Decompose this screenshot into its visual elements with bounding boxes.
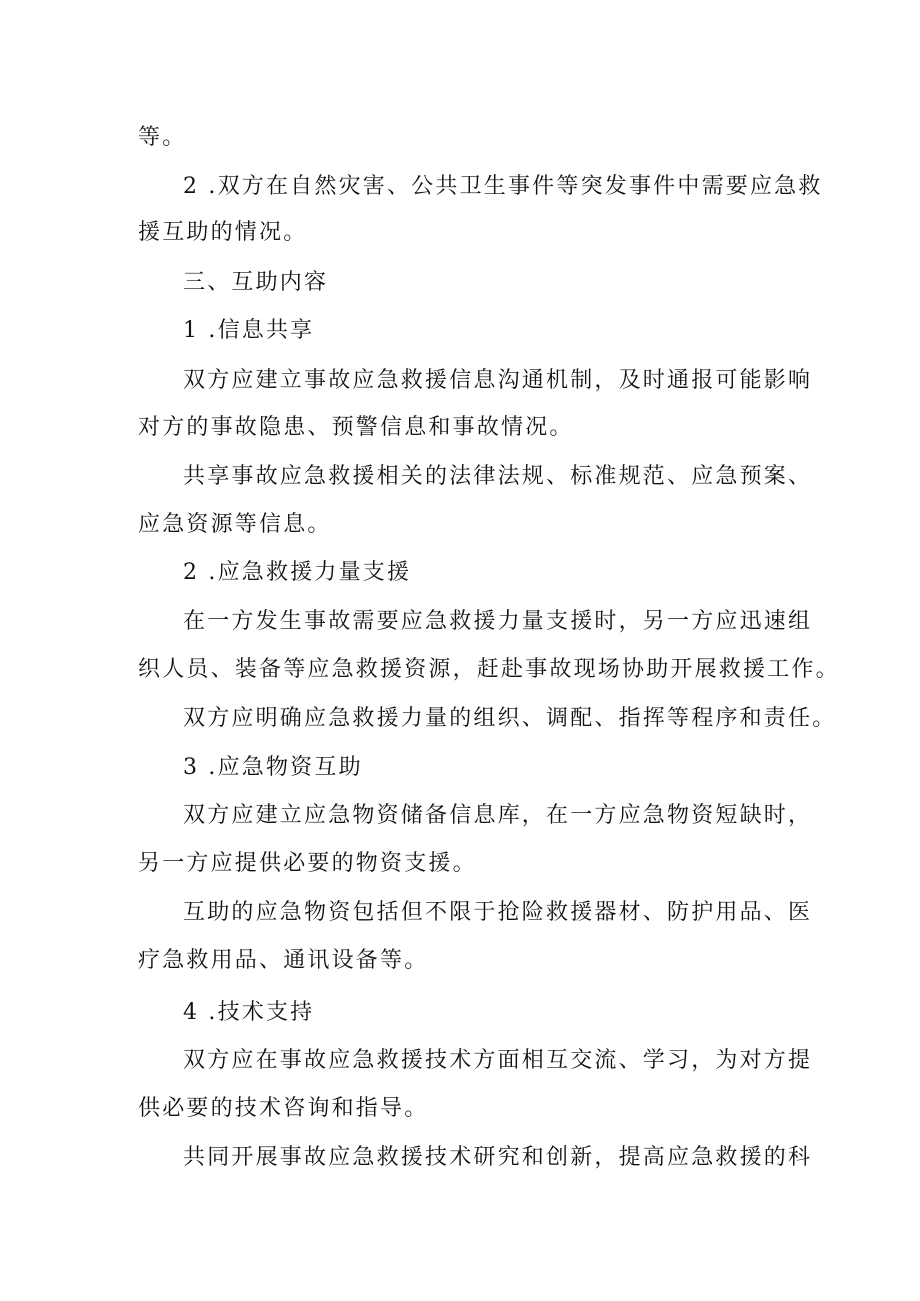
paragraph-4-line-1: 双方应明确应急救援力量的组织、调配、指挥等程序和责任。 [183,706,837,731]
subheading-rescue-support: 2 .应急救援力量支援 [183,560,412,585]
paragraph-6-line-1: 互助的应急物资包括但不限于抢险救援器材、防护用品、医 [183,900,813,925]
paragraph-3-line-2: 织人员、装备等应急救援资源，赶赴事故现场协助开展救援工作。 [138,657,840,682]
list-item-2-line-1: 2 .双方在自然灾害、公共卫生事件等突发事件中需要应急救 [183,174,823,199]
section-heading-3: 三、互助内容 [183,270,329,295]
paragraph-5-line-2: 另一方应提供必要的物资支援。 [138,851,477,876]
paragraph-5-line-1: 双方应建立应急物资储备信息库，在一方应急物资短缺时， [183,803,813,828]
subheading-info-sharing: 1 .信息共享 [183,318,315,343]
paragraph-7-line-2: 供必要的技术咨询和指导。 [138,1096,429,1121]
list-item-2-line-2: 援互助的情况。 [138,220,308,245]
paragraph-7-line-1: 双方应在事故应急救援技术方面相互交流、学习，为对方提 [183,1048,813,1073]
paragraph-1-line-2: 对方的事故隐患、预警信息和事故情况。 [138,415,574,440]
paragraph-8-line-1: 共同开展事故应急救援技术研究和创新，提高应急救援的科 [183,1145,813,1170]
paragraph-2-line-2: 应急资源等信息。 [138,512,332,537]
paragraph-2-line-1: 共享事故应急救援相关的法律法规、标准规范、应急预案、 [183,464,813,489]
paragraph-3-line-1: 在一方发生事故需要应急救援力量支援时，另一方应迅速组 [183,609,813,634]
paragraph-6-line-2: 疗急救用品、通讯设备等。 [138,948,429,973]
paragraph-1-line-1: 双方应建立事故应急救援信息沟通机制，及时通报可能影响 [183,368,813,393]
subheading-material-aid: 3 .应急物资互助 [183,755,363,780]
subheading-technical-support: 4 .技术支持 [183,1000,315,1025]
paragraph-continuation: 等。 [138,125,187,150]
